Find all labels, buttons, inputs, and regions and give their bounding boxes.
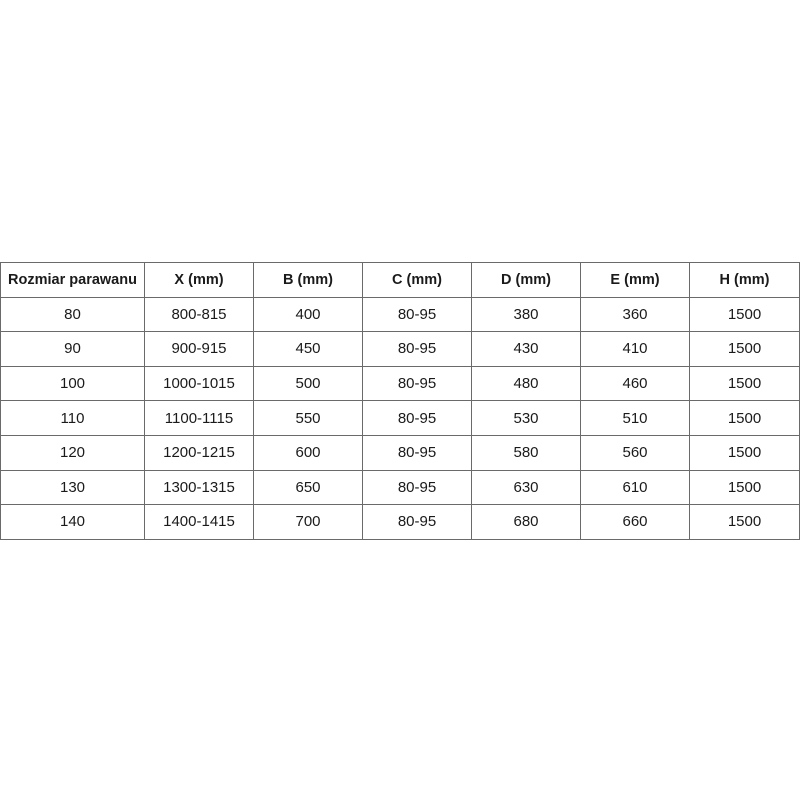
table-cell: 1400-1415: [145, 505, 254, 540]
table-cell: 1000-1015: [145, 366, 254, 401]
header-cell-size: Rozmiar parawanu: [1, 263, 145, 298]
table-cell: 460: [581, 366, 690, 401]
dimension-table: [0, 262, 800, 540]
table-row: [1, 297, 800, 332]
table-cell: 530: [472, 401, 581, 436]
dimension-table-container: [0, 262, 799, 540]
table-cell: 110: [1, 401, 145, 436]
table-cell: 650: [254, 470, 363, 505]
header-cell-x: X (mm): [145, 263, 254, 298]
table-row: [1, 470, 800, 505]
header-cell-e: E (mm): [581, 263, 690, 298]
table-cell: 1500: [690, 332, 800, 367]
table-cell: 510: [581, 401, 690, 436]
table-cell: 500: [254, 366, 363, 401]
table-cell: 80-95: [363, 435, 472, 470]
table-cell: 400: [254, 297, 363, 332]
table-cell: 700: [254, 505, 363, 540]
table-cell: 80-95: [363, 470, 472, 505]
table-cell: 80-95: [363, 332, 472, 367]
table-cell: 1500: [690, 366, 800, 401]
table-cell: 1200-1215: [145, 435, 254, 470]
table-cell: 1500: [690, 505, 800, 540]
table-cell: 140: [1, 505, 145, 540]
table-cell: 600: [254, 435, 363, 470]
table-cell: 450: [254, 332, 363, 367]
table-cell: 80-95: [363, 505, 472, 540]
table-cell: 120: [1, 435, 145, 470]
table-cell: 380: [472, 297, 581, 332]
table-cell: 1500: [690, 470, 800, 505]
table-cell: 1500: [690, 435, 800, 470]
table-cell: 560: [581, 435, 690, 470]
table-cell: 430: [472, 332, 581, 367]
table-cell: 680: [472, 505, 581, 540]
header-cell-d: D (mm): [472, 263, 581, 298]
table-cell: 660: [581, 505, 690, 540]
table-cell: 580: [472, 435, 581, 470]
table-row: [1, 401, 800, 436]
table-row: [1, 435, 800, 470]
table-row: [1, 332, 800, 367]
table-cell: 360: [581, 297, 690, 332]
table-cell: 630: [472, 470, 581, 505]
table-row: [1, 505, 800, 540]
table-cell: 1500: [690, 297, 800, 332]
table-cell: 480: [472, 366, 581, 401]
table-cell: 80-95: [363, 401, 472, 436]
table-cell: 130: [1, 470, 145, 505]
table-cell: 610: [581, 470, 690, 505]
table-cell: 1300-1315: [145, 470, 254, 505]
table-cell: 90: [1, 332, 145, 367]
table-row: [1, 366, 800, 401]
table-cell: 80-95: [363, 366, 472, 401]
header-row: [1, 263, 800, 298]
table-cell: 80: [1, 297, 145, 332]
table-cell: 1500: [690, 401, 800, 436]
header-cell-h: H (mm): [690, 263, 800, 298]
table-cell: 1100-1115: [145, 401, 254, 436]
table-cell: 410: [581, 332, 690, 367]
table-cell: 100: [1, 366, 145, 401]
table-cell: 900-915: [145, 332, 254, 367]
table-header: [1, 263, 800, 298]
header-cell-b: B (mm): [254, 263, 363, 298]
table-cell: 80-95: [363, 297, 472, 332]
header-cell-c: C (mm): [363, 263, 472, 298]
table-cell: 800-815: [145, 297, 254, 332]
table-cell: 550: [254, 401, 363, 436]
table-body: [1, 297, 800, 539]
